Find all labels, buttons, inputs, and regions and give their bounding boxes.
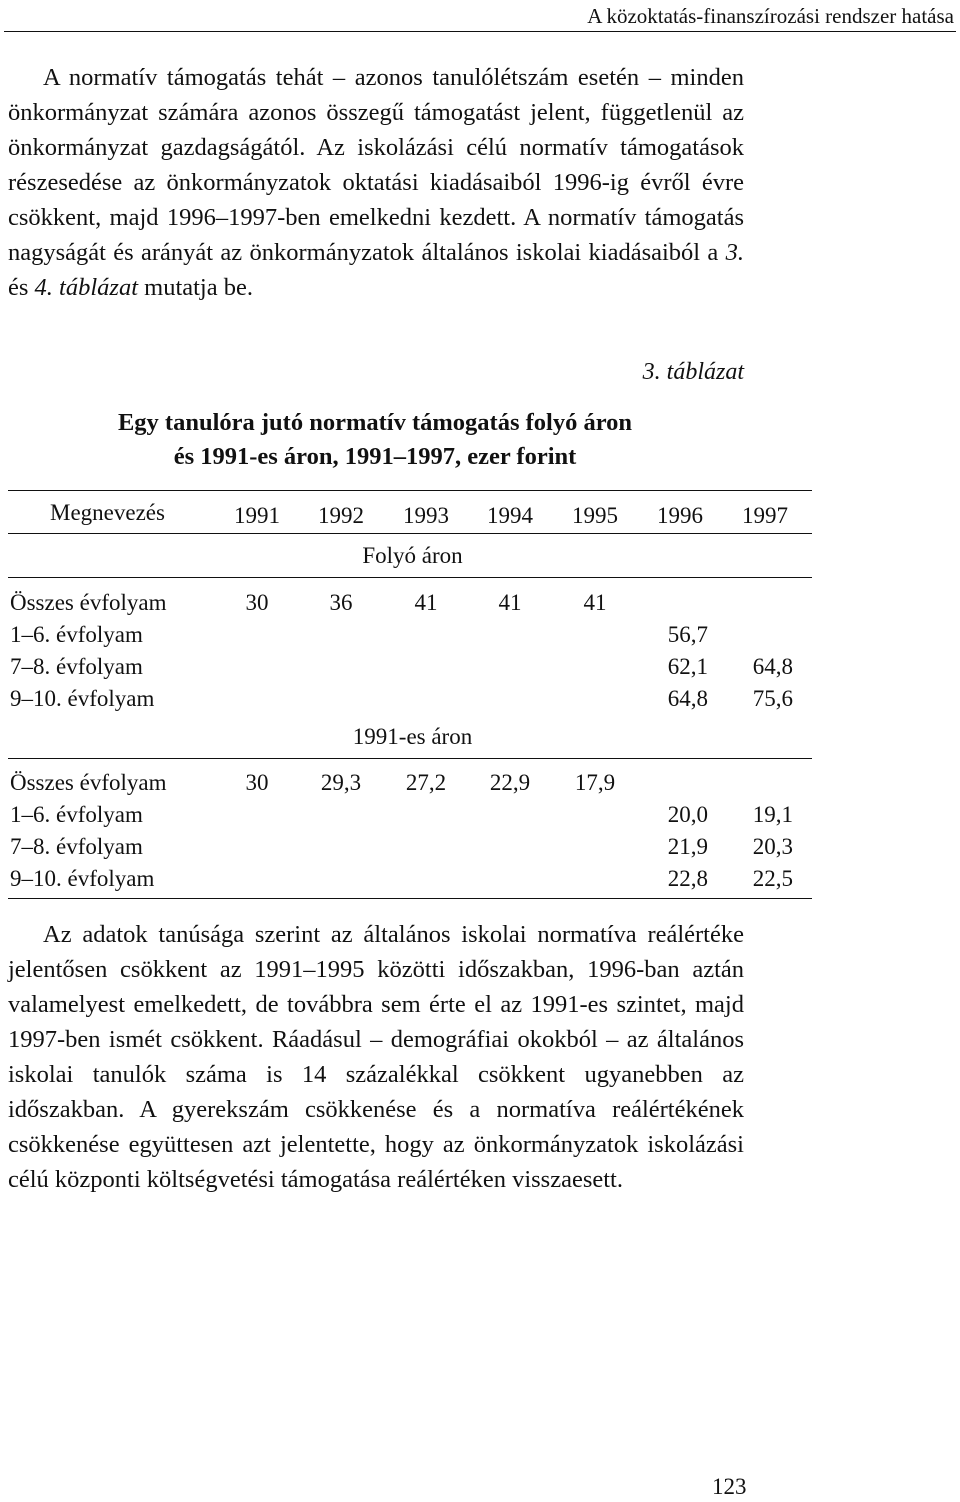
ref-table-4: 4. xyxy=(34,274,53,301)
conclusion-text: Az adatok tanúsága szerint az általános iskolai normatíva reálértéke jelentősen csökkent az 1991–1995 közötti időszakban, 1996-ban aztán valamelyest emelkedett, de továbbra sem érte el az 1991-es szintet, majd 1997-ben ismét csökkent. Ráadásul – demográfiai okokból – az általános iskolai tanulók száma is 14 százalékkal csökkent ugyanebben az időszakban. A gyerekszám csökkenése és a normatíva reálértékének csökkenése együttesen azt jelentette, hogy az önkormányzatok iskolázási célú központi költségvetési támogatása reálértéken visszaesett. xyxy=(8,921,744,1193)
conclusion-paragraph xyxy=(8,917,744,1197)
header-rule xyxy=(4,31,956,32)
section-label: 1991-es áron xyxy=(352,724,473,749)
table-cell: 41 xyxy=(414,590,438,615)
year-header: 1994 xyxy=(487,503,533,528)
table-cell: 20,0 xyxy=(667,802,708,827)
table-cell: 36 xyxy=(329,590,353,615)
table-cell: 29,3 xyxy=(320,770,362,795)
row-label: Összes évfolyam xyxy=(10,590,167,615)
table-rule xyxy=(8,490,812,491)
table-cell: 64,8 xyxy=(667,686,708,711)
table-cell: 22,8 xyxy=(667,866,708,891)
table-title-bold: Egy tanulóra jutó normatív támogatás folyó áron xyxy=(117,409,633,436)
row-label: 9–10. évfolyam xyxy=(10,686,155,711)
table-cell: 30 xyxy=(245,590,269,615)
table-cell: 20,3 xyxy=(752,834,793,859)
table-cell: 56,7 xyxy=(667,622,708,647)
table-cell: 75,6 xyxy=(752,686,793,711)
running-header: A közoktatás-finanszírozási rendszer hatása xyxy=(587,4,954,28)
row-label: 1–6. évfolyam xyxy=(10,622,143,647)
table-rule xyxy=(8,577,812,578)
year-header: 1993 xyxy=(403,503,449,528)
ref-word: táblázat xyxy=(52,274,139,301)
intro-conj: és xyxy=(8,274,35,301)
intro-text-end: mutatja be. xyxy=(138,274,253,301)
row-label: 9–10. évfolyam xyxy=(10,866,155,891)
section-label: Folyó áron xyxy=(362,543,463,568)
table-cell: 19,1 xyxy=(752,802,793,827)
page-number: 123 xyxy=(712,1474,747,1499)
intro-paragraph xyxy=(8,60,744,305)
table-cell: 22,5 xyxy=(752,866,793,891)
row-label: Összes évfolyam xyxy=(10,770,167,795)
table-cell: 21,9 xyxy=(667,834,708,859)
table-cell: 30 xyxy=(245,770,269,795)
table-cell: 17,9 xyxy=(574,770,616,795)
table-cell: 62,1 xyxy=(667,654,708,679)
row-label: 7–8. évfolyam xyxy=(10,834,143,859)
year-header: 1991 xyxy=(234,503,280,528)
table-cell: 22,9 xyxy=(489,770,531,795)
table-title-rest: és 1991-es áron, 1991–1997, ezer forint xyxy=(173,443,577,470)
year-header: 1995 xyxy=(572,503,618,528)
table-rule xyxy=(8,533,812,534)
table-cell: 41 xyxy=(498,590,522,615)
year-header: 1997 xyxy=(742,503,788,528)
year-header: 1996 xyxy=(657,503,703,528)
table-cell: 64,8 xyxy=(752,654,793,679)
table-title xyxy=(30,406,720,474)
row-label: 7–8. évfolyam xyxy=(10,654,143,679)
ref-table-3: 3. xyxy=(725,239,744,266)
table-cell: 27,2 xyxy=(405,770,447,795)
table-cell: 41 xyxy=(583,590,607,615)
table-rule xyxy=(8,898,812,899)
header-label: Megnevezés xyxy=(50,500,165,525)
section-rule xyxy=(8,758,812,759)
intro-text: A normatív támogatás tehát – azonos tanulólétszám esetén – minden önkormányzat számára azonos összegű támogatást jelent, függetlenül az önkormányzat gazdagságától. Az iskolázási célú normatív támogatások részesedése az önkormányzatok oktatási kiadásaiból 1996-ig évről évre csökkent, majd 1996–1997-ben emelkedni kezdett. A normatív támogatás nagyságát és arányát az önkormányzatok általános iskolai kiadásaiból a xyxy=(8,64,744,266)
table-number: 3. táblázat xyxy=(642,359,744,385)
year-header: 1992 xyxy=(318,503,364,528)
row-label: 1–6. évfolyam xyxy=(10,802,143,827)
